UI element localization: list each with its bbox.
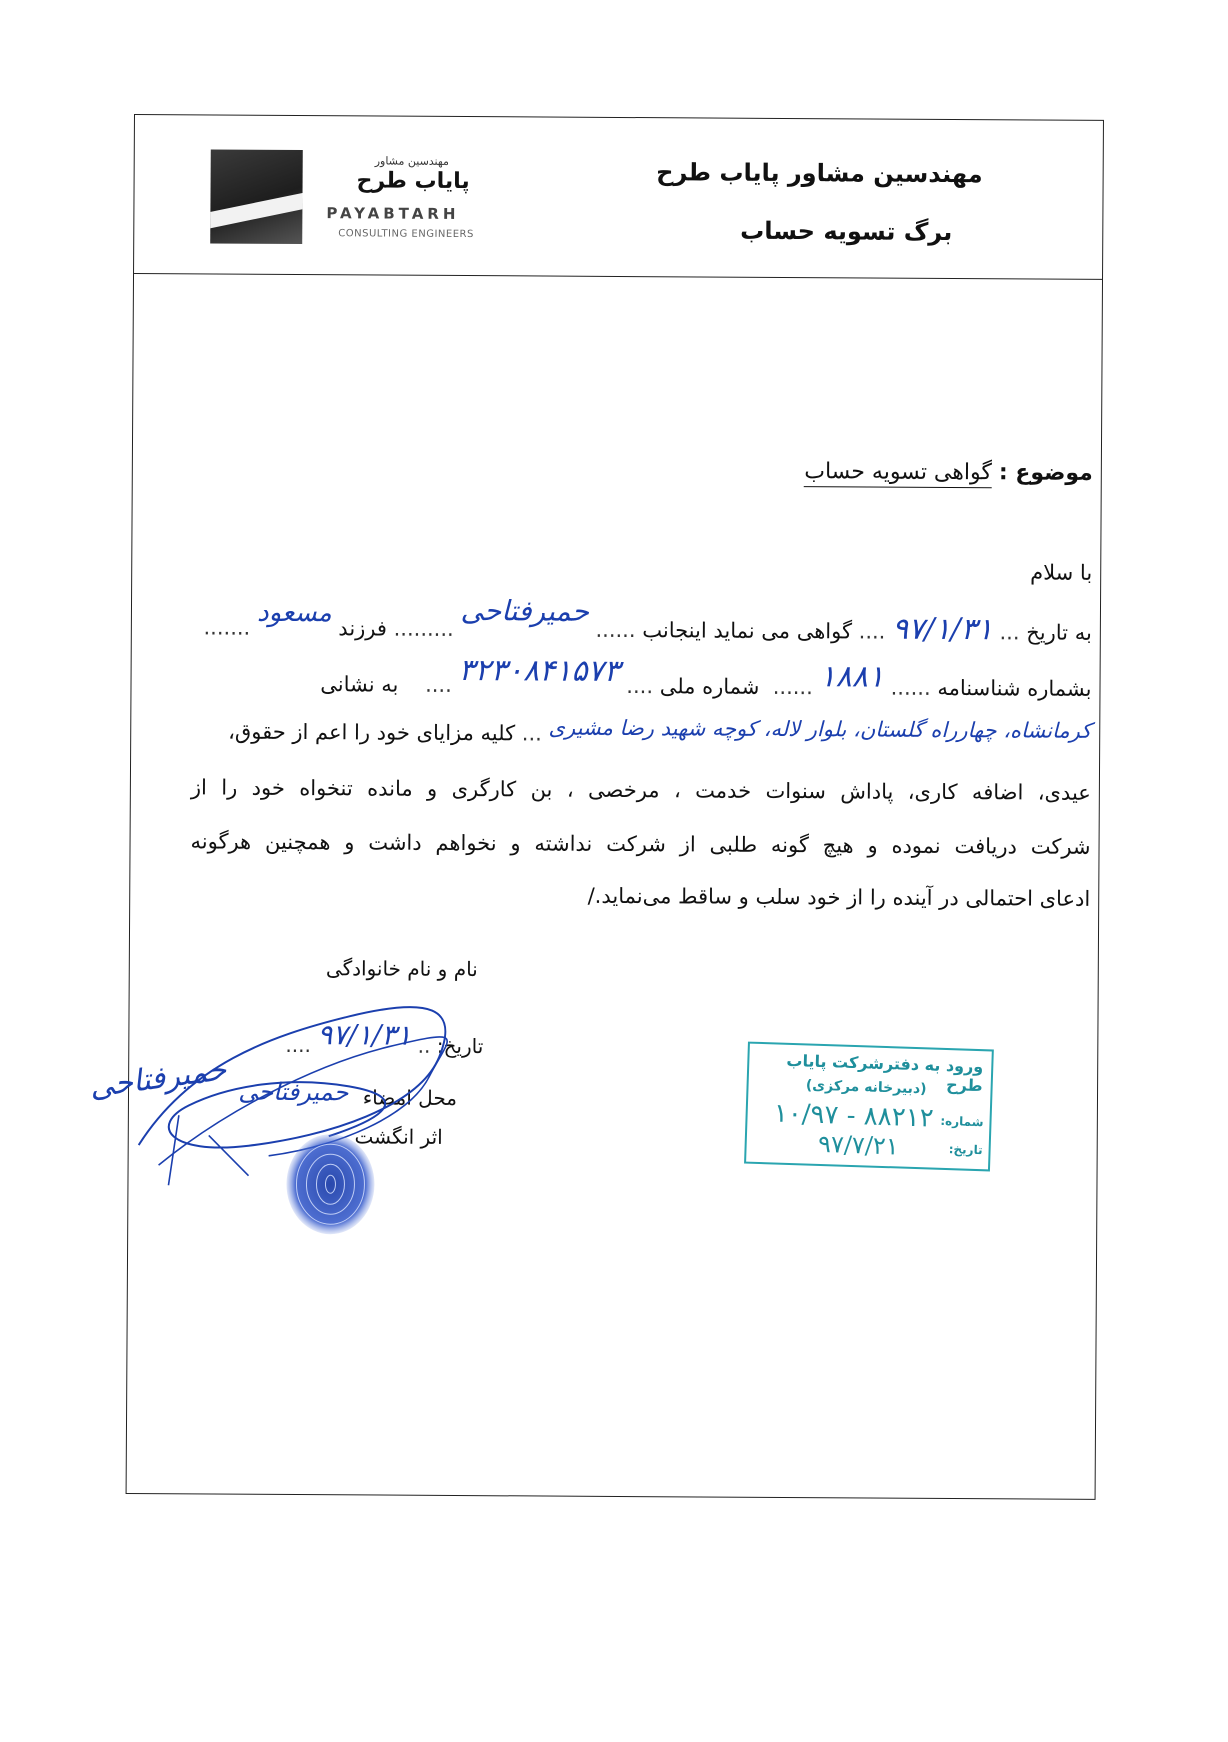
dots: ...... (772, 674, 813, 700)
dots: .... (626, 674, 654, 699)
dots: .... (425, 672, 452, 697)
handwritten-address: کرمانشاه، چهارراه گلستان، بلوار لاله، کوچه شهید رضا مشیری (548, 715, 1092, 743)
national-label-text: شماره ملی (659, 674, 760, 699)
date-label-text: به تاریخ (1026, 620, 1092, 645)
body-line-4: عیدی، اضافه کاری، پاداش سنوات خدمت ، مرخصی ، بن کارگری و مانده تنخواه خود را از (190, 775, 1091, 805)
header-divider (134, 273, 1102, 280)
body-line-3-text: کلیه مزایای خود را اعم از حقوق، (228, 719, 516, 746)
body-line-2 (191, 652, 1092, 703)
handwritten-national-number: ۳۲۳۰۸۴۱۵۷۳ (458, 652, 620, 689)
stamp-number-label: شماره: (940, 1113, 984, 1130)
stamp-date-value: ۹۷/۷/۲۱ (817, 1129, 900, 1161)
logo-en-name: PAYABTARH (326, 204, 460, 223)
stamp-number-value: ۸۸۲۱۲ - ۱۰/۹۷ (773, 1098, 935, 1134)
dots: ...... (890, 675, 931, 700)
dots: ......... (393, 616, 454, 641)
greeting: با سلام (1030, 560, 1093, 585)
subject-value: گواهی تسویه حساب (804, 459, 992, 488)
company-title: مهندسین مشاور پایاب طرح (656, 158, 983, 189)
body-line-3 (191, 715, 1092, 748)
sign-handwritten-name: حمیرفتاحی (238, 1077, 349, 1107)
form-title: برگ تسویه حساب (740, 216, 953, 247)
stamp-subtitle: (دبیرخانه مرکزی) (805, 1077, 927, 1098)
registry-stamp (744, 1042, 994, 1172)
certify-text: گواهی می نماید اینجانب (642, 618, 853, 644)
company-logo-mark (210, 149, 303, 244)
fingerprint-label: اثر انگشت (354, 1124, 443, 1149)
name-label: نام و نام خانوادگی (325, 956, 478, 982)
handwritten-id-number: ۱۸۸۱ (819, 659, 885, 695)
logo-stripe (210, 190, 303, 230)
id-label-text: بشماره شناسنامه (937, 675, 1092, 701)
father-label-text: فرزند (338, 616, 388, 641)
stamp-date-label: تاریخ: (948, 1142, 983, 1158)
dots: ...... (595, 617, 636, 643)
body-line-6: ادعای احتمالی در آینده را از خود سلب و ساقط می‌نماید./ (587, 883, 1091, 911)
dots: .... (285, 1032, 311, 1058)
logo-fa-name: پایاب طرح (356, 168, 470, 195)
signature-scribble-name: حمیرفتاحی (87, 1052, 229, 1106)
dots: ... (999, 620, 1020, 645)
fingerprint-icon (278, 1128, 389, 1239)
dots: ....... (203, 615, 251, 640)
subject-line (804, 459, 1093, 486)
logo-en-sub: CONSULTING ENGINEERS (338, 228, 474, 241)
body-line-1 (192, 594, 1092, 648)
logo-fa-small: مهندسین مشاور (374, 154, 449, 168)
stamp-title: ورود به دفترشرکت پایاب طرح (786, 1050, 984, 1096)
form-frame (87, 114, 1104, 1500)
body-line-5: شرکت دریافت نموده و هیچ گونه طلبی از شرکت نداشته و نخواهم داشت و همچنین هرگونه (190, 829, 1091, 859)
sig-date-value: ۹۷/۱/۳۱ (317, 1018, 412, 1052)
dots: ... (521, 721, 542, 746)
dots: .... (858, 619, 886, 644)
sign-label: محل امضاء (362, 1085, 458, 1110)
handwritten-father-name: مسعود (256, 597, 332, 629)
dots: .. (417, 1033, 431, 1058)
handwritten-date: ۹۷/۱/۳۱ (891, 611, 993, 648)
address-label-text: به نشانی (320, 672, 399, 697)
sig-date-label: تاریخ: (436, 1033, 484, 1059)
handwritten-name: حمیرفتاحی (460, 594, 590, 628)
subject-label: موضوع : (998, 460, 1093, 486)
